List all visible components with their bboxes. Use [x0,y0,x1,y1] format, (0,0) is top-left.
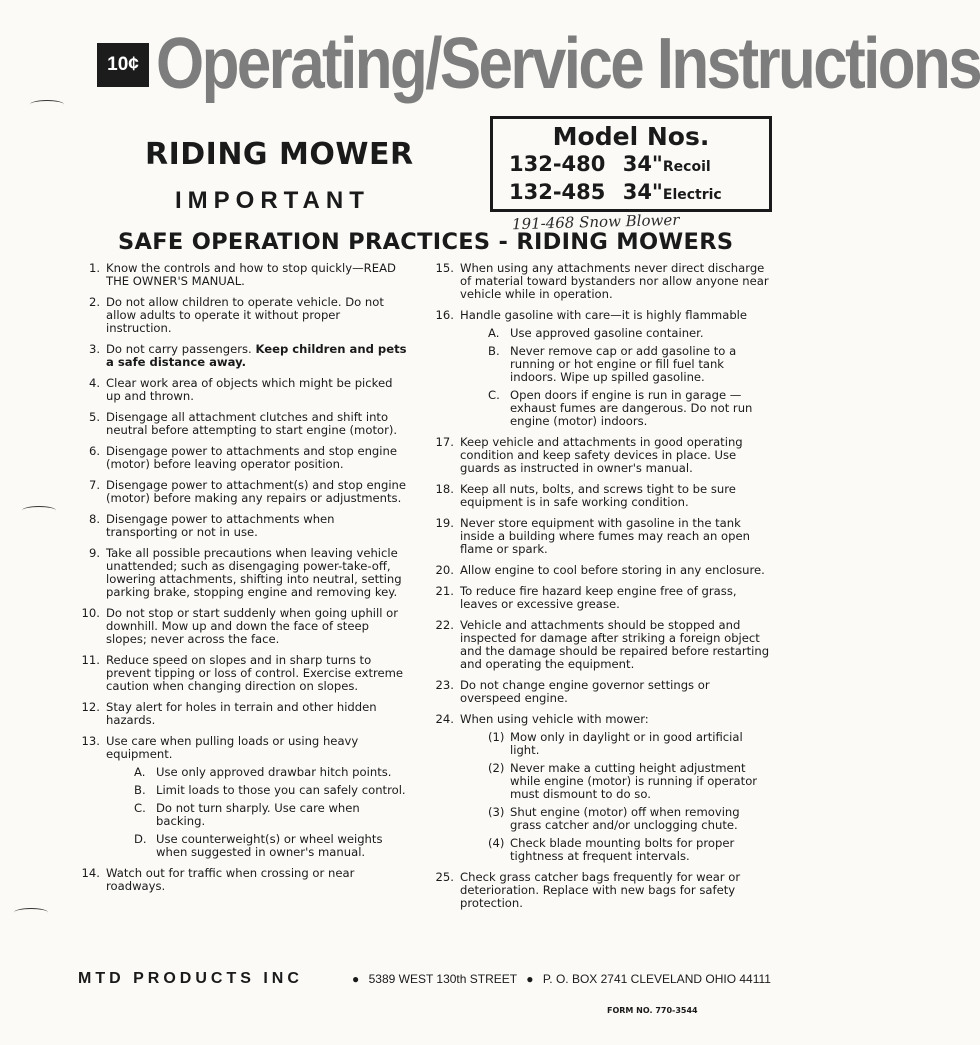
rule-text-block [106,296,408,335]
rule-text-block [106,445,408,471]
rule-subitem [460,345,774,384]
subitem-text: Shut engine (motor) off when removing grass catcher and/or unclogging chute. [510,805,740,832]
rule-text-block [460,619,774,671]
rule-text-block [106,735,408,761]
rule-subitem [460,837,774,863]
rule-subitem [460,731,774,757]
subitem-text: Use only approved drawbar hitch points. [156,765,392,779]
subitem-number: A. [134,765,146,779]
address-street: 5389 WEST 130th STREET [368,972,517,986]
rule-item [78,867,408,893]
rule-text: Keep all nuts, bolts, and screws tight to be sure equipment is in safe working condition. [460,482,736,509]
margin-mark [22,506,56,515]
margin-mark [30,100,64,109]
important-label: IMPORTANT [175,187,370,214]
rule-text: Allow engine to cool before storing in any enclosure. [460,563,765,577]
model-type: Electric [662,187,722,203]
rule-text-block [460,436,774,475]
rule-item [78,377,408,403]
rule-number: 16. [435,308,454,322]
model-heading: Model Nos. [552,122,710,151]
rule-number: 23. [435,678,454,692]
rule-number: 6. [88,444,100,458]
rule-text: Keep vehicle and attachments in good operating condition and keep safety devices in place. Use guards as instructed in owner's manual. [460,435,743,475]
rule-text: Check grass catcher bags frequently for wear or deterioration. Replace with new bags for safety protection. [460,870,741,910]
rule-text: When using any attachments never direct discharge of material toward bystanders nor allow anyone near vehicle while in operation. [460,261,769,301]
rule-number: 11. [81,653,100,667]
rule-item [432,262,774,301]
rule-number: 10. [81,606,100,620]
model-size: 34" [622,180,663,204]
rule-number: 17. [435,435,454,449]
rule-number: 7. [88,478,100,492]
rule-item [78,296,408,335]
rule-number: 18. [435,482,454,496]
bullet-dot: ● [352,972,360,986]
handwritten-note: 191-468 Snow Blower [511,210,680,234]
rule-text: Stay alert for holes in terrain and other hidden hazards. [106,700,377,727]
subitem-number: B. [134,783,146,797]
rule-number: 4. [88,376,100,390]
rule-text-block [460,309,774,322]
model-size: 34" [622,152,663,176]
rule-item [78,547,408,599]
rule-text-block [106,513,408,539]
rule-text-block [460,483,774,509]
rule-text: When using vehicle with mower: [460,712,649,726]
rule-number: 8. [88,512,100,526]
subitem-text: Use approved gasoline container. [510,326,704,340]
subitem-number: C. [134,801,146,815]
rule-text-block [106,701,408,727]
rule-subitem [460,327,774,340]
rule-text: Take all possible precautions when leaving vehicle unattended; such as disengaging power-take-off, lowering attachments, shifting into neutral, setting parking brake, stopping engine and removing key. [106,546,402,599]
rule-text-block [460,564,774,577]
rule-text-block [460,585,774,611]
subitem-text: Mow only in daylight or in good artificial light. [510,730,743,757]
rule-item [78,654,408,693]
rule-item [432,871,774,910]
model-number: 132-480 [509,152,606,176]
rule-item [432,436,774,475]
rule-text-block [106,377,408,403]
margin-mark [14,908,48,917]
rule-text-block [106,654,408,693]
product-name: RIDING MOWER [145,137,414,172]
rule-text: To reduce fire hazard keep engine free of grass, leaves or excessive grease. [460,584,737,611]
rule-text: Vehicle and attachments should be stopped and inspected for damage after striking a foreign object and the damage should be repaired before restarting and operating the equipment. [460,618,770,671]
rule-text: Never store equipment with gasoline in the tank inside a building where fumes may reach an open flame or spark. [460,516,750,556]
rule-number: 5. [88,410,100,424]
model-type: Recoil [662,159,711,175]
rule-subitem [106,766,408,779]
bullet-dot: ● [526,972,534,986]
rule-item [78,479,408,505]
subitem-text: Limit loads to those you can safely control. [156,783,406,797]
model-number: 132-485 [509,180,606,204]
rule-item [432,309,774,428]
rule-subitem [460,762,774,801]
rule-text: Disengage power to attachments when transporting or not in use. [106,512,335,539]
rule-text-block [106,343,408,369]
rule-emphasis: Keep children and pets a safe distance away. [106,342,407,369]
rule-number: 13. [81,734,100,748]
model-numbers-box [490,116,772,212]
rule-number: 22. [435,618,454,632]
rule-text-block [460,871,774,910]
rule-text: Do not carry passengers. [106,342,252,356]
rule-item [432,585,774,611]
rule-text-block [460,262,774,301]
rule-text-block [106,479,408,505]
rule-item [432,713,774,863]
subitem-number: (1) [488,730,505,744]
rule-text-block [460,517,774,556]
rule-text-block [106,411,408,437]
subitem-number: (4) [488,836,505,850]
rule-item [78,735,408,859]
rule-text-block [460,679,774,705]
rule-text-block [106,262,408,288]
rule-number: 21. [435,584,454,598]
rule-text: Do not stop or start suddenly when going uphill or downhill. Mow up and down the face of steep slopes; never across the face. [106,606,399,646]
rule-number: 14. [81,866,100,880]
rule-number: 9. [88,546,100,560]
rule-text: Disengage power to attachment(s) and stop engine (motor) before making any repairs or adjustments. [106,478,407,505]
rule-text: Use care when pulling loads or using heavy equipment. [106,734,359,761]
rule-text: Disengage all attachment clutches and shift into neutral before attempting to start engine (motor). [106,410,398,437]
price-badge: 10¢ [97,43,149,87]
subitem-text: Never remove cap or add gasoline to a running or hot engine or fill fuel tank indoors. Wipe up spilled gasoline. [510,344,737,384]
rule-item [432,517,774,556]
left-rules-column [78,262,408,901]
form-number: FORM NO. 770-3544 [607,1006,698,1015]
subitem-text: Use counterweight(s) or wheel weights when suggested in owner's manual. [156,832,383,859]
model-line [509,180,722,204]
rule-subitem [106,784,408,797]
rule-text: Know the controls and how to stop quickly—READ THE OWNER'S MANUAL. [106,261,396,288]
rule-text-block [460,713,774,726]
rule-text: Do not allow children to operate vehicle. Do not allow adults to operate it without proper instruction. [106,295,384,335]
right-rules-column [432,262,774,918]
rule-number: 12. [81,700,100,714]
company-name: MTD PRODUCTS INC [78,970,303,987]
rule-item [78,607,408,646]
rule-number: 1. [88,261,100,275]
rule-text-block [106,607,408,646]
rule-text-block [106,547,408,599]
rule-text: Watch out for traffic when crossing or near roadways. [106,866,355,893]
subitem-text: Open doors if engine is run in garage — exhaust fumes are dangerous. Do not run engine (motor) indoors. [510,388,753,428]
document-title: Operating/Service Instructions [156,24,980,104]
rule-item [78,411,408,437]
rule-item [432,619,774,671]
rule-text: Do not change engine governor settings or overspeed engine. [460,678,710,705]
subitem-number: D. [134,832,147,846]
rule-number: 24. [435,712,454,726]
rule-number: 19. [435,516,454,530]
rule-number: 2. [88,295,100,309]
rule-subitem [106,802,408,828]
subitem-number: C. [488,388,500,402]
rule-item [78,262,408,288]
rule-subitem [460,806,774,832]
rule-item [78,445,408,471]
subitem-number: (2) [488,761,505,775]
rule-item [432,483,774,509]
rule-number: 3. [88,342,100,356]
company-address [346,972,771,986]
model-line [509,152,711,176]
rule-item [432,564,774,577]
rule-text: Disengage power to attachments and stop engine (motor) before leaving operator position. [106,444,397,471]
subitem-text: Never make a cutting height adjustment while engine (motor) is running if operator must dismount to do so. [510,761,758,801]
rule-text: Handle gasoline with care—it is highly flammable [460,308,748,322]
subitem-text: Do not turn sharply. Use care when backing. [156,801,360,828]
rule-item [78,513,408,539]
rule-subitem [106,833,408,859]
rule-item [78,701,408,727]
rule-number: 25. [435,870,454,884]
rule-number: 15. [435,261,454,275]
rule-item [432,679,774,705]
subitem-text: Check blade mounting bolts for proper tightness at frequent intervals. [510,836,735,863]
rule-number: 20. [435,563,454,577]
subitem-number: (3) [488,805,505,819]
rule-subitem [460,389,774,428]
rule-text-block [106,867,408,893]
rule-text: Clear work area of objects which might be picked up and thrown. [106,376,393,403]
address-city: P. O. BOX 2741 CLEVELAND OHIO 44111 [542,972,771,986]
rule-text: Reduce speed on slopes and in sharp turns to prevent tipping or loss of control. Exercise extreme caution when changing direction on slopes. [106,653,404,693]
rule-item [78,343,408,369]
section-title: SAFE OPERATION PRACTICES - RIDING MOWERS [118,229,734,255]
subitem-number: A. [488,326,500,340]
subitem-number: B. [488,344,500,358]
